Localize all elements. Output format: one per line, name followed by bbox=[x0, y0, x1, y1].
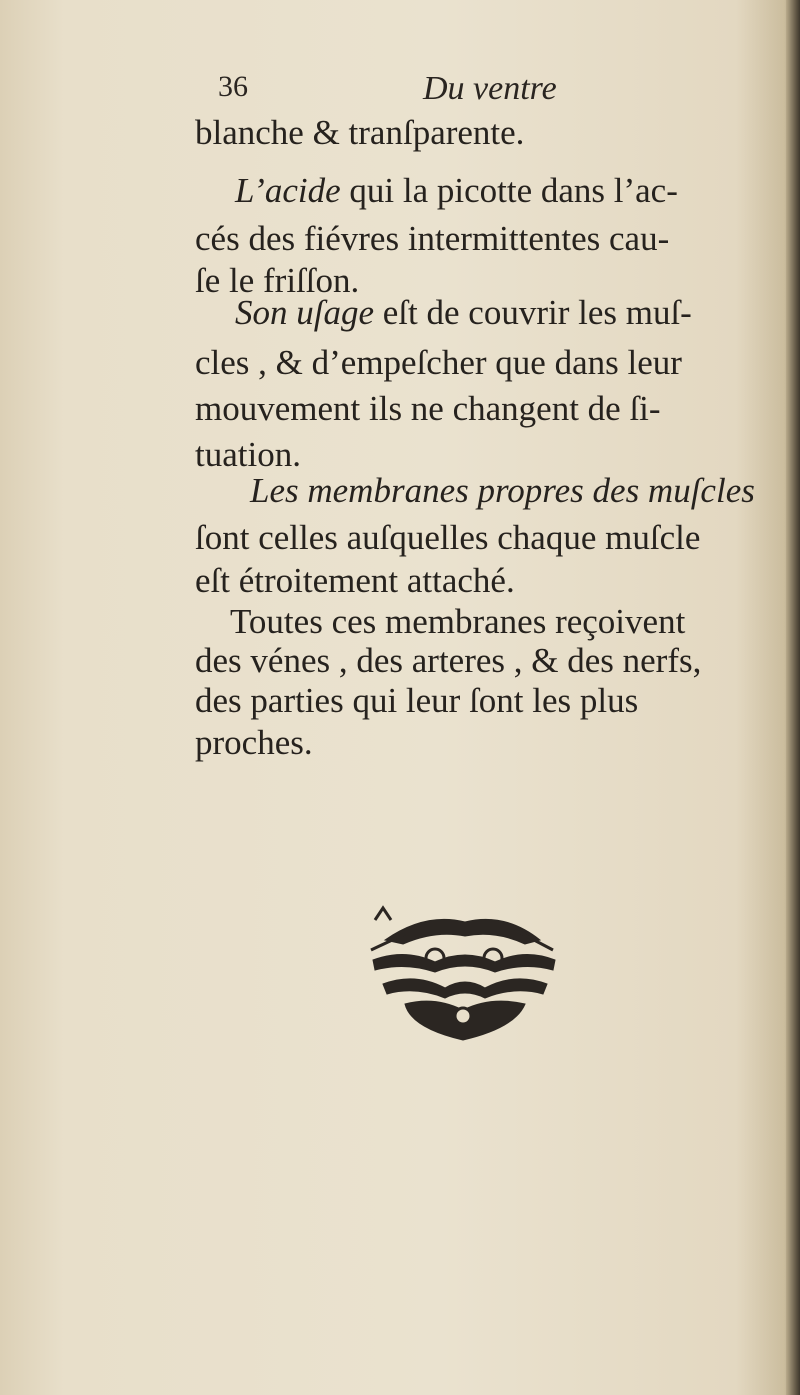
text-line bbox=[195, 108, 524, 158]
text-segment: Toutes ces membranes reçoivent bbox=[230, 602, 686, 641]
text-line bbox=[250, 466, 755, 516]
italic-segment: L’acide bbox=[235, 171, 341, 210]
text-segment: cles , & d’empeſcher que dans leur bbox=[195, 343, 682, 382]
text-segment: ſe le friſſon. bbox=[195, 261, 360, 300]
page-gutter-shadow bbox=[786, 0, 800, 1395]
text-segment: tuation. bbox=[195, 435, 301, 474]
text-segment: cés des fiévres intermittentes cau- bbox=[195, 219, 670, 258]
text-segment: eſt de couvrir les muſ- bbox=[374, 293, 692, 332]
text-segment: des vénes , des arteres , & des nerfs, bbox=[195, 641, 702, 680]
text-line bbox=[235, 288, 692, 338]
text-line bbox=[235, 166, 678, 216]
text-line bbox=[195, 718, 313, 768]
text-segment: mouvement ils ne changent de ſi- bbox=[195, 389, 661, 428]
italic-segment: Son uſage bbox=[235, 293, 375, 332]
text-segment: blanche & tranſparente. bbox=[195, 113, 525, 152]
italic-segment: Les membranes propres des muſcles bbox=[250, 471, 755, 510]
running-title: Du ventre bbox=[423, 70, 557, 107]
text-segment: des parties qui leur ſont les plus bbox=[195, 681, 639, 720]
text-line bbox=[195, 384, 661, 434]
text-segment: qui la picotte dans l’ac- bbox=[340, 171, 678, 210]
text-segment: proches. bbox=[195, 723, 313, 762]
text-segment: ſont celles auſquelles chaque muſcle bbox=[195, 518, 701, 557]
fleuron-ornament-icon bbox=[365, 900, 560, 1050]
page-number: 36 bbox=[218, 70, 248, 103]
text-line bbox=[195, 338, 682, 388]
text-segment: eſt étroitement attaché. bbox=[195, 561, 515, 600]
